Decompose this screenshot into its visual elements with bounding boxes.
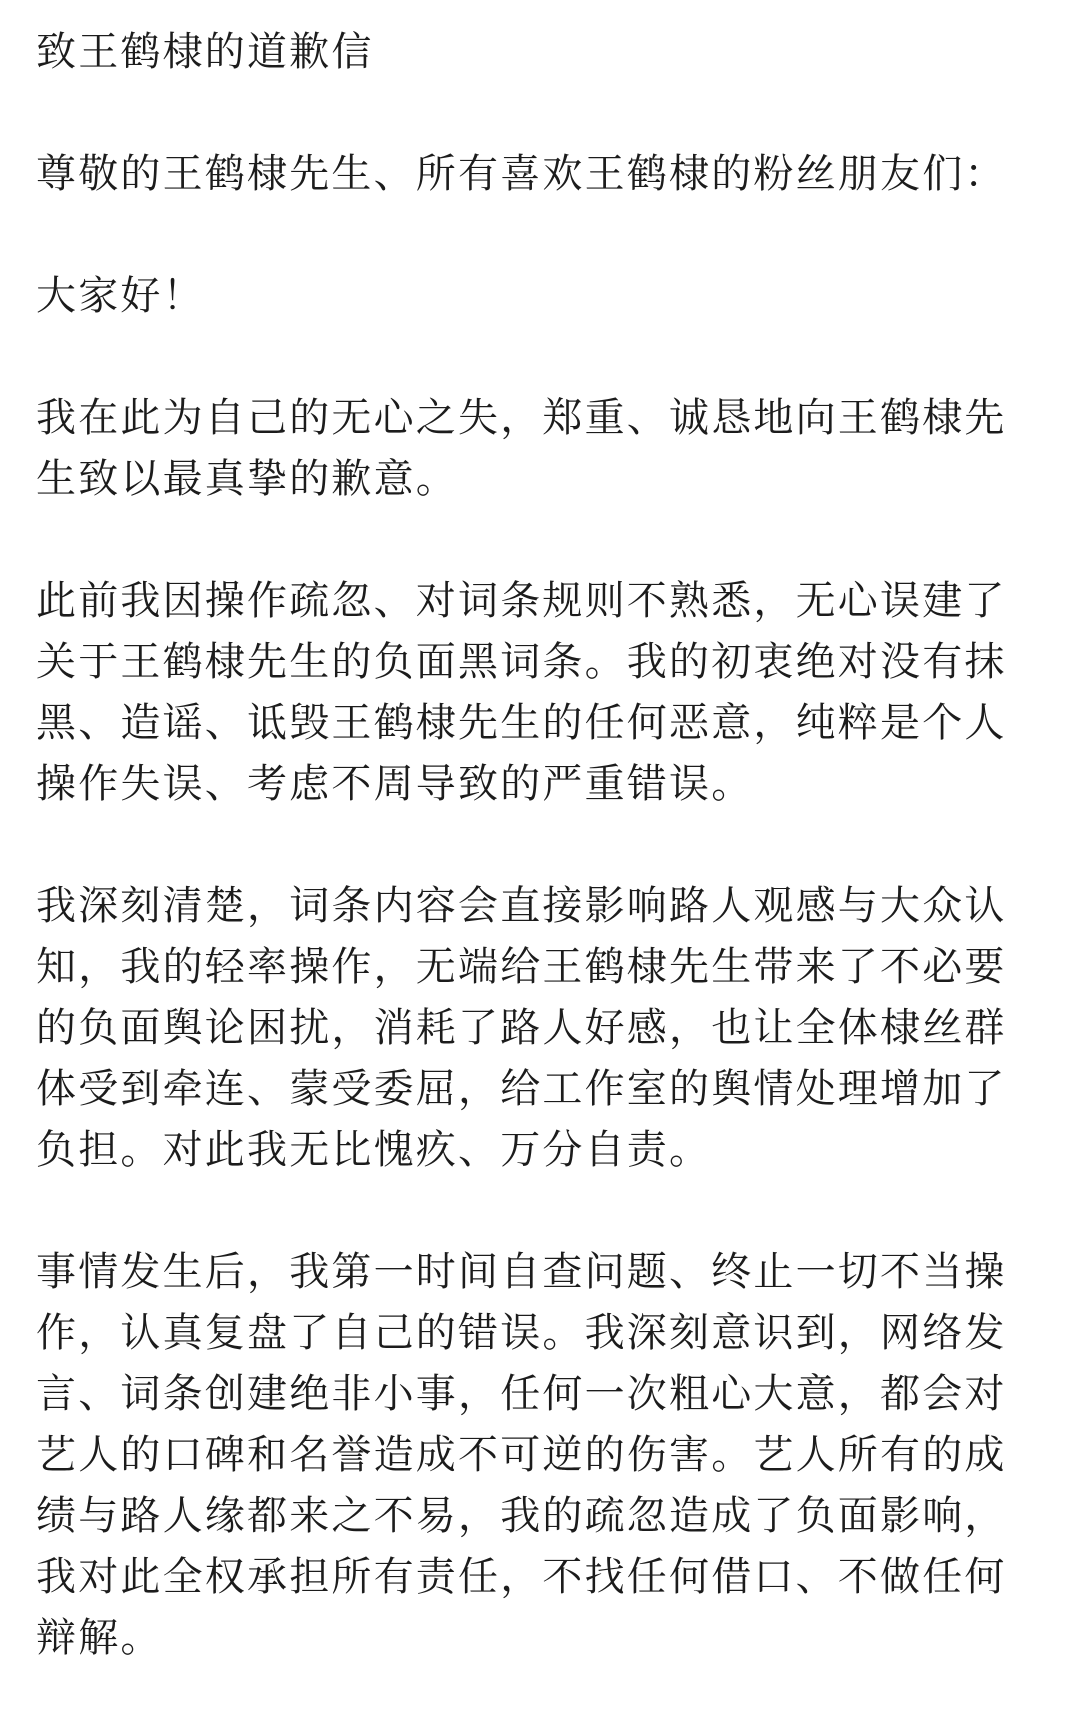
letter-body [36,22,1034,1730]
letter-salutation: 尊敬的王鹤棣先生、所有喜欢王鹤棣的粉丝朋友们： [36,151,1007,197]
letter-paragraph-3: 我深刻清楚，词条内容会直接影响路人观感与大众认知，我的轻率操作，无端给王鹤棣先生带来了不必要的负面舆论困扰，消耗了路人好感，也让全体棣丝群体受到牵连、蒙受委屈，给工作室的舆情处理增加了负担。对此我无比愧疚、万分自责。 [36,883,1007,1173]
letter-title: 致王鹤棣的道歉信 [36,29,374,75]
letter-paragraph-4: 事情发生后，我第一时间自查问题、终止一切不当操作，认真复盘了自己的错误。我深刻意识到，网络发言、词条创建绝非小事，任何一次粗心大意，都会对艺人的口碑和名誉造成不可逆的伤害。艺人所有的成绩与路人缘都来之不易，我的疏忽造成了负面影响，我对此全权承担所有责任，不找任何借口、不做任何辩解。 [36,1249,1007,1661]
letter-greeting: 大家好！ [36,273,205,319]
letter-paragraph-1: 我在此为自己的无心之失，郑重、诚恳地向王鹤棣先生致以最真挚的歉意。 [36,395,1007,502]
letter-paragraph-2: 此前我因操作疏忽、对词条规则不熟悉，无心误建了关于王鹤棣先生的负面黑词条。我的初衷绝对没有抹黑、造谣、诋毁王鹤棣先生的任何恶意，纯粹是个人操作失误、考虑不周导致的严重错误。 [36,578,1007,807]
